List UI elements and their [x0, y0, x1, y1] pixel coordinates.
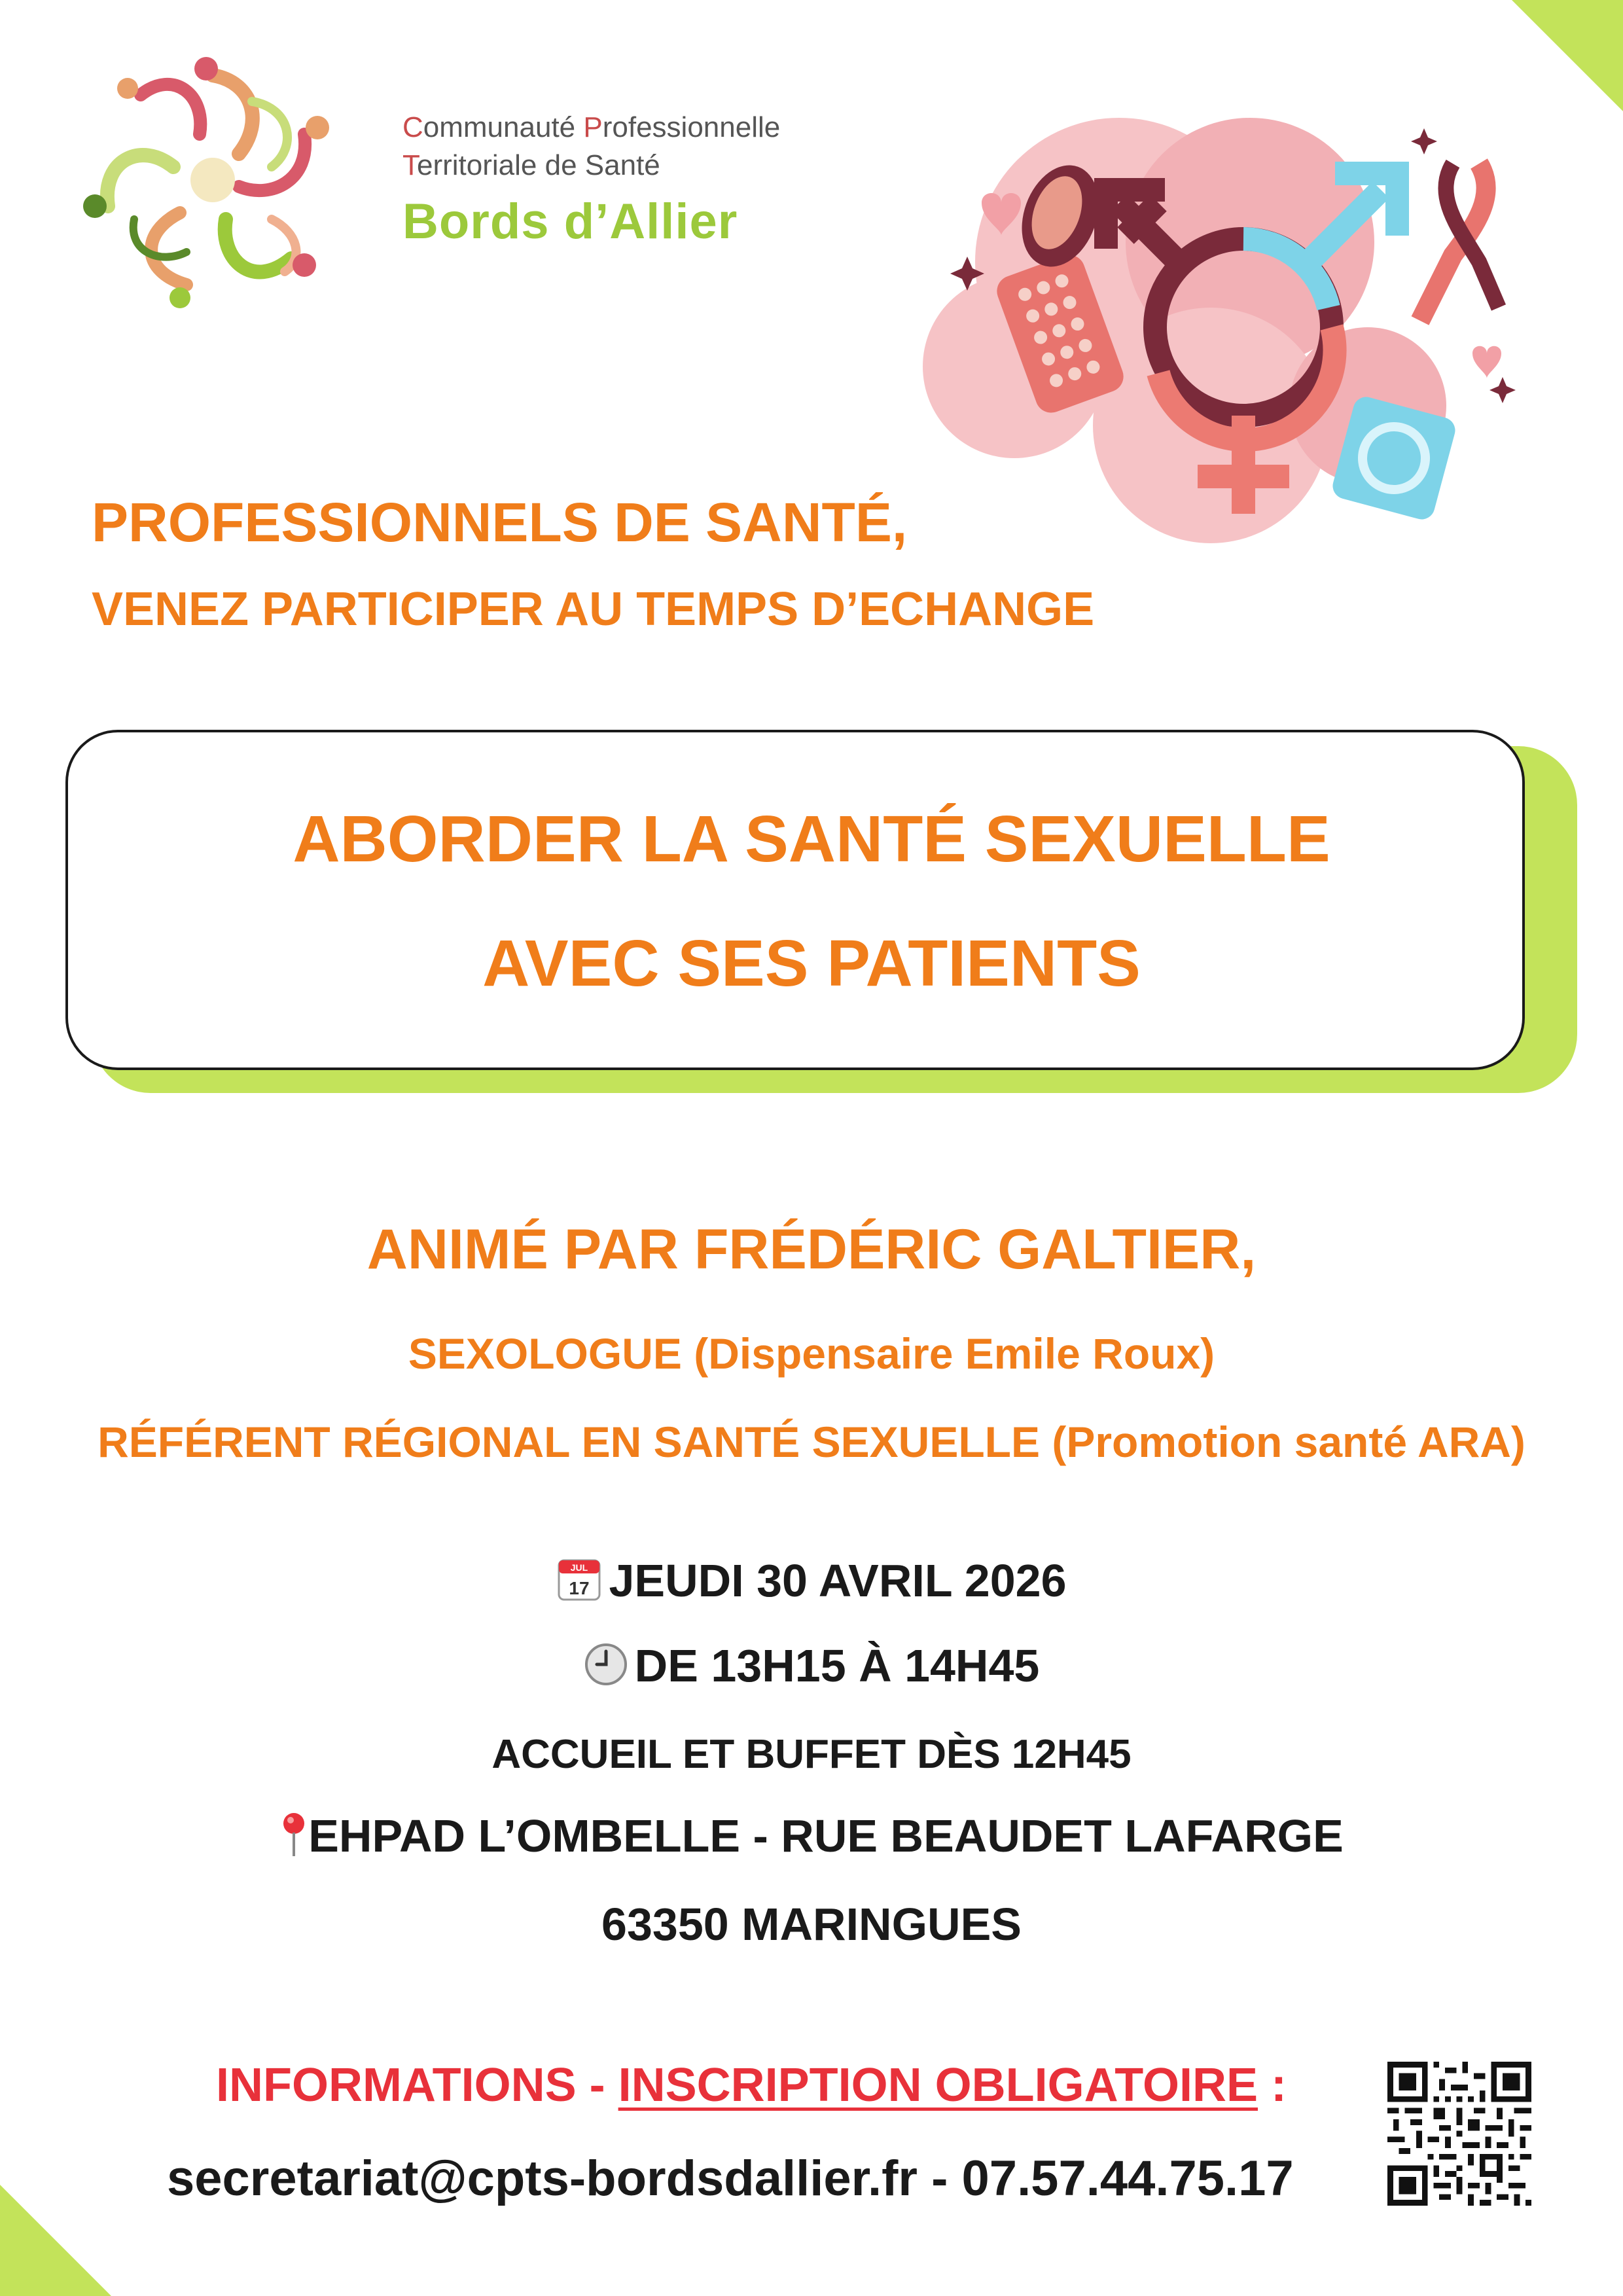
event-date: JUL 17 JEUDI 30 AVRIL 2026: [0, 1554, 1623, 1613]
speaker-role-2: RÉFÉRENT RÉGIONAL EN SANTÉ SEXUELLE (Promotion santé ARA): [98, 1418, 1525, 1466]
intro-line-1: PROFESSIONNELS DE SANTÉ,: [92, 492, 908, 553]
clock-icon: [584, 1642, 628, 1697]
gender-symbols-illustration: [910, 111, 1531, 543]
event-time: DE 13H15 À 14H45: [0, 1640, 1623, 1697]
qr-code[interactable]: [1387, 2062, 1531, 2206]
logo-name: Bords d’Allier: [402, 194, 738, 249]
mandatory-registration: INSCRIPTION OBLIGATOIRE: [618, 2059, 1258, 2111]
speaker-role-1: SEXOLOGUE (Dispensaire Emile Roux): [408, 1329, 1215, 1378]
calendar-icon: [556, 1556, 602, 1613]
title-line-1: ABORDER LA SANTÉ SEXUELLE: [293, 802, 1330, 876]
contact-line: secretariat@cpts-bordsdallier.fr - 07.57.44.75.17: [167, 2151, 1294, 2206]
contact-phone[interactable]: 07.57.44.75.17: [961, 2151, 1294, 2206]
title-line-2: AVEC SES PATIENTS: [482, 927, 1141, 1000]
event-city: 63350 MARINGUES: [601, 1899, 1022, 1950]
logo-line-2: Territoriale de Santé: [402, 149, 660, 181]
corner-decoration-bottom-left: [0, 2185, 111, 2296]
corner-decoration-top-right: [1512, 0, 1623, 111]
title-box: [65, 730, 1525, 1070]
intro-line-2: VENEZ PARTICIPER AU TEMPS D’ECHANGE: [92, 583, 1095, 636]
event-welcome: ACCUEIL ET BUFFET DÈS 12H45: [491, 1732, 1132, 1777]
contact-email[interactable]: secretariat@cpts-bordsdallier.fr: [167, 2151, 918, 2206]
svg-text:JUL: JUL: [571, 1562, 588, 1573]
speaker-name: ANIMÉ PAR FRÉDÉRIC GALTIER,: [366, 1218, 1257, 1281]
info-line: INFORMATIONS - INSCRIPTION OBLIGATOIRE :: [216, 2059, 1287, 2111]
cpts-logo-mark: [72, 46, 353, 314]
event-place: EHPAD L’OMBELLE - RUE BEAUDET LAFARGE: [0, 1810, 1623, 1869]
svg-text:17: 17: [569, 1577, 590, 1598]
logo-line-1: Communauté Professionnelle: [402, 111, 781, 143]
pin-icon: [279, 1810, 308, 1869]
